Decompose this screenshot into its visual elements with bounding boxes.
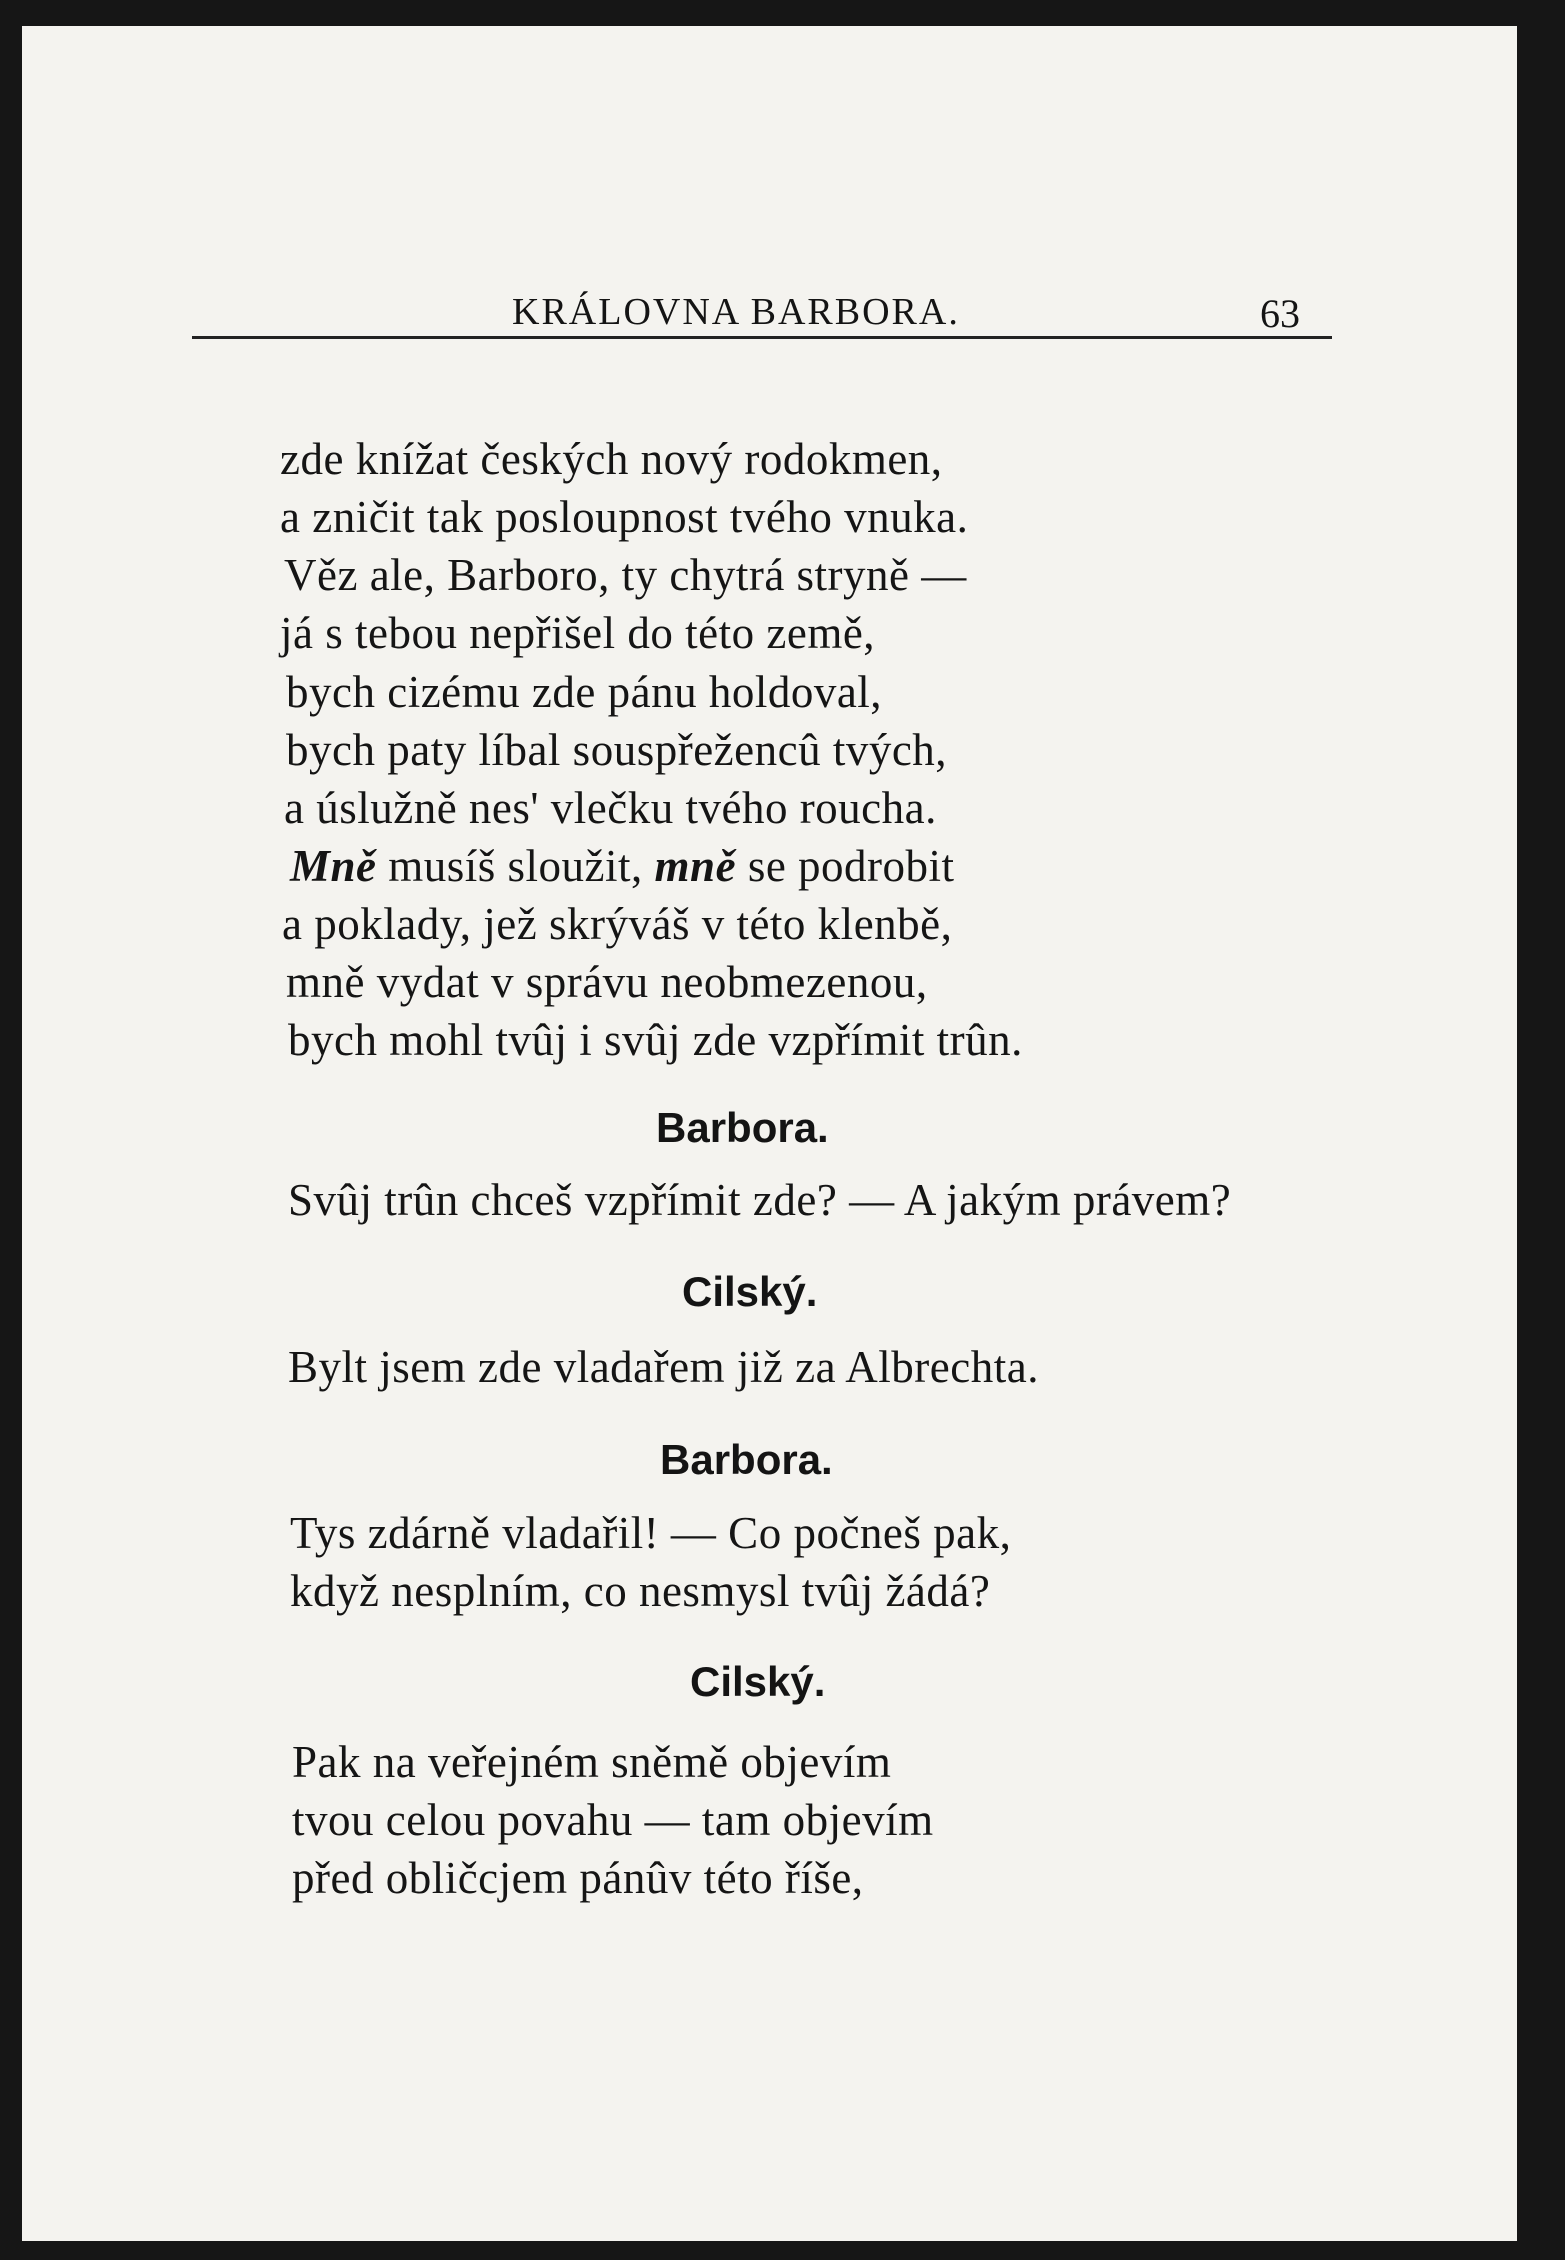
speaker-name: Barbora. (660, 1436, 833, 1483)
verse-line: tvou celou povahu — tam objevím (292, 1795, 934, 1845)
verse-line-emphasis (290, 837, 955, 895)
verse-line: bych mohl tvûj i svûj zde vzpřímit trûn. (288, 1015, 1023, 1065)
speaker-name: Cilský. (690, 1658, 826, 1705)
verse-line: Věz ale, Barboro, ty chytrá stryně — (284, 550, 967, 600)
verse-line: před obličcjem pánûv této říše, (292, 1853, 864, 1903)
page-header (22, 280, 1517, 340)
speaker-name: Cilský. (682, 1268, 818, 1315)
verse-line: a poklady, jež skrýváš v této klenbě, (282, 899, 953, 949)
running-title: KRÁLOVNA BARBORA. (512, 291, 960, 333)
verse-line: zde knížat českých nový rodokmen, (280, 434, 943, 484)
emphasis-word: mně (654, 841, 737, 891)
verse-line: já s tebou nepřišel do této země, (280, 608, 876, 658)
verse-line: bych paty líbal souspřežencû tvých, (286, 725, 948, 775)
verse-line: mně vydat v správu neobmezenou, (286, 957, 928, 1007)
verse-line: Bylt jsem zde vladařem již za Albrechta. (288, 1342, 1039, 1392)
page-number: 63 (1260, 291, 1300, 336)
verse-fragment: se podrobit (747, 841, 955, 891)
verse-fragment: musíš sloužit, (388, 841, 643, 891)
verse-line: když nesplním, co nesmysl tvûj žádá? (290, 1566, 991, 1616)
book-page (22, 26, 1517, 2241)
emphasis-word: Mně (290, 841, 377, 891)
verse-line: a zničit tak posloupnost tvého vnuka. (280, 492, 969, 542)
verse-line: bych cizému zde pánu holdoval, (286, 667, 883, 717)
speaker-name: Barbora. (656, 1104, 829, 1151)
verse-line: a úslužně nes' vlečku tvého roucha. (284, 783, 937, 833)
verse-line: Svûj trûn chceš vzpřímit zde? — A jakým právem? (288, 1175, 1232, 1225)
verse-line: Tys zdárně vladařil! — Co počneš pak, (290, 1508, 1012, 1558)
verse-line: Pak na veřejném sněmě objevím (292, 1737, 892, 1787)
header-rule (192, 336, 1332, 339)
